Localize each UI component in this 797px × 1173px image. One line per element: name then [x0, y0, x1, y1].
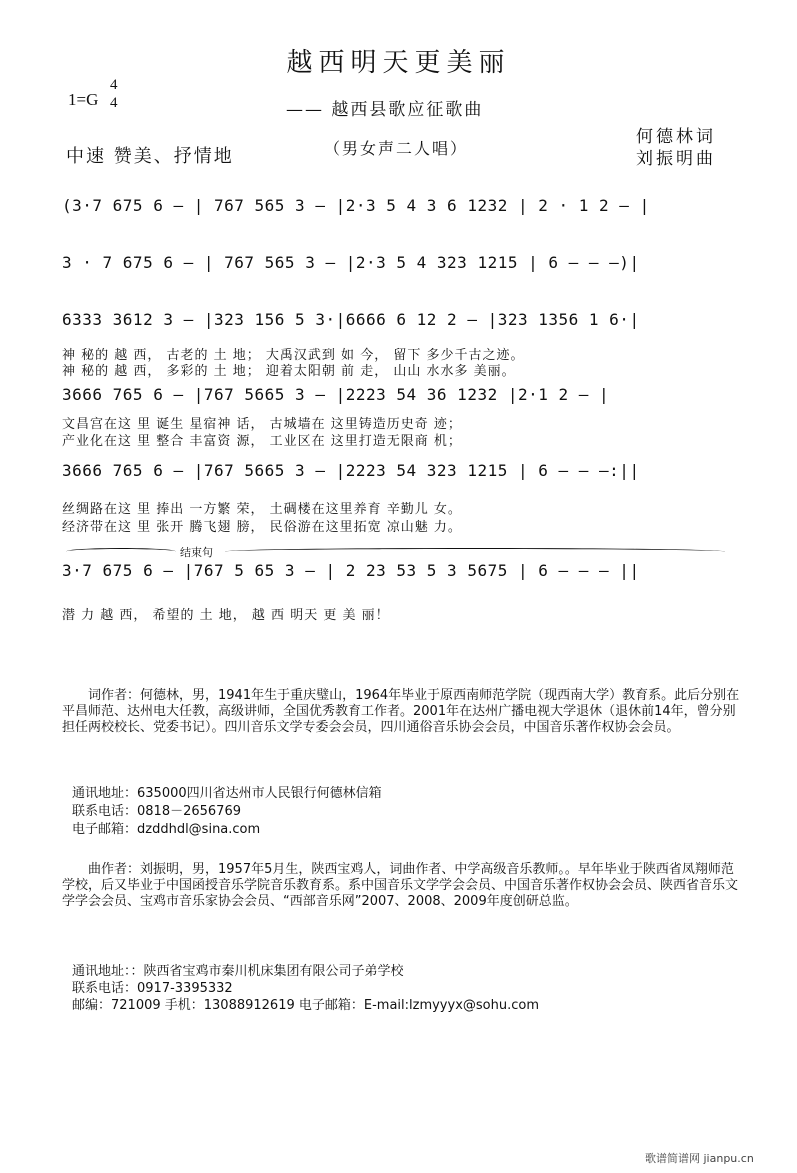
score-line-2: 3 · 7 675 6 — | 767 565 3 — |2·3 5 4 323 1215 | 6 — — —)|	[62, 253, 640, 272]
composer-contact: 邮编：721009 手机：13088912619 电子邮箱：E-mail:lzmyyyx@sohu.com	[72, 998, 539, 1013]
ending-slur-left	[66, 548, 176, 555]
lyricist-phone: 联系电话：0818－2656769	[72, 804, 241, 819]
ending-label: 结束句	[180, 546, 213, 559]
tempo-marking: 中速 赞美、抒情地	[66, 146, 234, 167]
watermark: 歌谱简谱网 jianpu.cn	[645, 1152, 754, 1165]
lyric-line: 经济带在这 里 张开 腾飞翅 膀， 民俗游在这里拓宽 凉山魅 力。	[62, 520, 462, 535]
score-line-3: 6333 3612 3 — |323 156 5 3·|6666 6 12 2 — |323 1356 1 6·|	[62, 310, 640, 329]
lyricist-bio: 词作者：何德林，男，1941年生于重庆璧山，1964年毕业于原西南师范学院（现西南大学）教育系。此后分别在平昌师范、达州电大任教，高级讲师，全国优秀教育工作者。2001年在达州广播电视大学退休（退休前14年，曾分别担任两校校长、党委书记）。四川音乐文学专委会会员，四川通俗音乐协会会员，中国音乐著作权协会会员。	[62, 688, 740, 735]
composer-phone: 联系电话：0917-3395332	[72, 981, 233, 996]
subtitle: —— 越西县歌应征歌曲	[286, 100, 484, 120]
time-signature	[110, 76, 118, 112]
composer-address: 通讯地址：：陕西省宝鸡市秦川机床集团有限公司子弟学校	[72, 964, 404, 979]
score-line-1: (3·7 675 6 — | 767 565 3 — |2·3 5 4 3 6 1232 | 2 · 1 2 — |	[62, 196, 650, 215]
lyricist-email: 电子邮箱：dzddhdl@sina.com	[72, 822, 261, 837]
key-signature: 1=G	[68, 90, 99, 109]
lyric-line: 产业化在这 里 整合 丰富资 源， 工业区在 这里打造无限商 机；	[62, 434, 462, 449]
voicing-note: （男女声二人唱）	[324, 139, 469, 158]
song-title: 越西明天更美丽	[286, 48, 511, 78]
lyric-line: 潜 力 越 西， 希望的 土 地， 越 西 明天 更 美 丽！	[62, 608, 390, 623]
lyricist-credit: 何德林词	[636, 127, 716, 147]
lyric-line: 神 秘的 越 西， 多彩的 土 地； 迎着太阳朝 前 走， 山山 水水多 美丽。	[62, 364, 516, 379]
score-line-4: 3666 765 6 — |767 5665 3 — |2223 54 36 1232 |2·1 2 — |	[62, 385, 610, 404]
lyric-line: 丝绸路在这 里 捧出 一方繁 荣， 土碉楼在这里养育 辛勤儿 女。	[62, 502, 462, 517]
composer-credit: 刘振明曲	[636, 149, 716, 169]
score-line-5: 3666 765 6 — |767 5665 3 — |2223 54 323 1215 | 6 — — —:||	[62, 461, 640, 480]
meter-top: 4	[110, 77, 118, 93]
score-line-6: 3·7 675 6 — |767 5 65 3 — | 2 23 53 5 3 5675 | 6 — — — ||	[62, 561, 640, 580]
lyric-line: 神 秘的 越 西， 古老的 土 地； 大禹汉武到 如 今， 留下 多少千古之迹。	[62, 348, 525, 363]
lyric-line: 文昌宫在这 里 诞生 星宿神 话， 古城墙在 这里铸造历史奇 迹；	[62, 417, 462, 432]
meter-bottom: 4	[110, 95, 118, 111]
lyricist-address: 通讯地址：635000四川省达州市人民银行何德林信箱	[72, 786, 382, 801]
composer-bio: 曲作者：刘振明，男，1957年5月生，陕西宝鸡人，词曲作者、中学高级音乐教师。。早年毕业于陕西省凤翔师范学校，后又毕业于中国函授音乐学院音乐教育系。系中国音乐文学学会会员、中国音乐著作权协会会员、陕西省音乐文学学会会员、宝鸡市音乐家协会会员、“西部音乐网”2007、2008、2009年度创研总监。	[62, 862, 739, 909]
ending-slur-right	[225, 548, 725, 555]
